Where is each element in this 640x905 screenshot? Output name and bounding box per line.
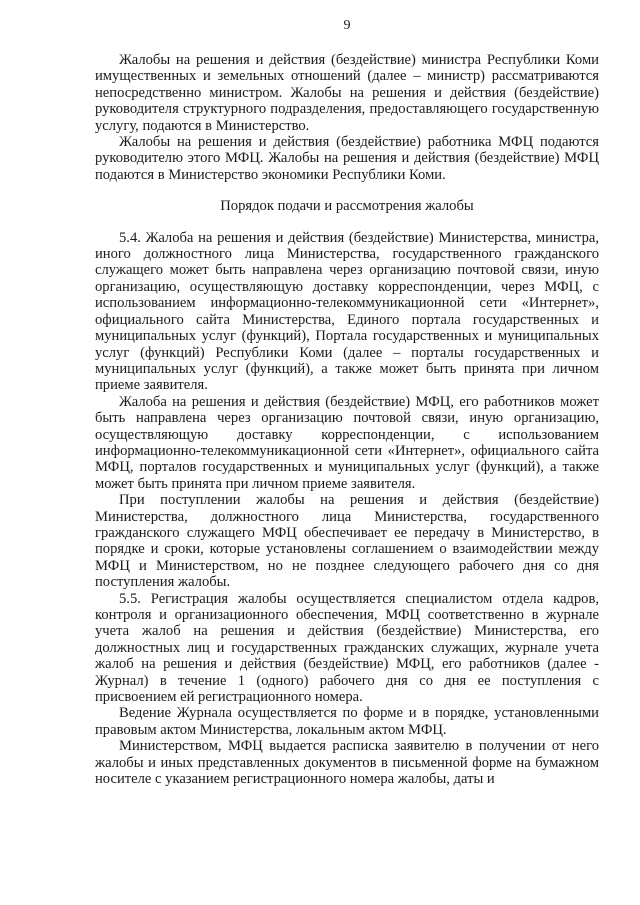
- paragraph-mfc-submission: Жалоба на решения и действия (бездействие) МФЦ, его работников может быть направлена через организацию почтовой связи, иную организацию, осуществляющую доставку корреспонденции, с использованием информационно-телекоммуникационной сети «Интернет», официального сайта МФЦ, порталов государственных и муниципальных услуг (функций), а также может быть принята при личном приеме заявителя.: [95, 393, 599, 492]
- paragraph-receipt: Министерством, МФЦ выдается расписка заявителю в получении от него жалобы и иных представленных документов в письменной форме на бумажном носителе с указанием регистрационного номера жалобы, даты и: [95, 738, 599, 788]
- page-number: 9: [343, 18, 351, 33]
- paragraph-minister-complaints: Жалобы на решения и действия (бездействие) министра Республики Коми имущественных и земельных отношений (далее – министр) рассматриваются непосредственно министром. Жалобы на решения и действия (бездействие) руководителя структурного подразделения, предоставляющего государственную услугу, подаются в Министерство.: [95, 52, 599, 134]
- document-page: [95, 18, 599, 787]
- paragraph-mfc-transfer: При поступлении жалобы на решения и действия (бездействие) Министерства, должностного лица Министерства, государственного гражданского служащего МФЦ обеспечивает ее передачу в Министерство, в порядке и сроки, которые установлены соглашением о взаимодействии между МФЦ и Министерством, но не позднее следующего рабочего дня со дня поступления жалобы.: [95, 492, 599, 591]
- paragraph-5-5: 5.5. Регистрация жалобы осуществляется специалистом отдела кадров, контроля и организационного обеспечения, МФЦ соответственно в журнале учета жалоб на решения и действия (бездействие) Министерства, его должностных лиц и государственных гражданских служащих, журнале учета жалоб на решения и действия (бездействие) МФЦ, его работников (далее - Журнал) в течение 1 (одного) рабочего дня со дня ее поступления с присвоением ей регистрационного номера.: [95, 590, 599, 706]
- paragraph-mfc-complaints: Жалобы на решения и действия (бездействие) работника МФЦ подаются руководителю этого МФЦ. Жалобы на решения и действия (бездействие) МФЦ подаются в Министерство экономики Республики Коми.: [95, 134, 599, 183]
- section-heading: Порядок подачи и рассмотрения жалобы: [220, 198, 474, 215]
- paragraph-5-4: 5.4. Жалоба на решения и действия (бездействие) Министерства, министра, иного должностного лица Министерства, государственного гражданского служащего может быть направлена через организацию почтовой связи, иную организацию, осуществляющую доставку корреспонденции, через МФЦ, с использованием информационно-телекоммуникационной сети «Интернет», официального сайта Министерства, Единого портала государственных и муниципальных услуг (функций), Портала государственных и муниципальных услуг (функций) Республики Коми (далее – порталы государственных и муниципальных услуг (функций), а также может быть принята при личном приеме заявителя.: [95, 229, 599, 394]
- paragraph-journal: Ведение Журнала осуществляется по форме и в порядке, установленными правовым актом Министерства, локальным актом МФЦ.: [95, 705, 599, 738]
